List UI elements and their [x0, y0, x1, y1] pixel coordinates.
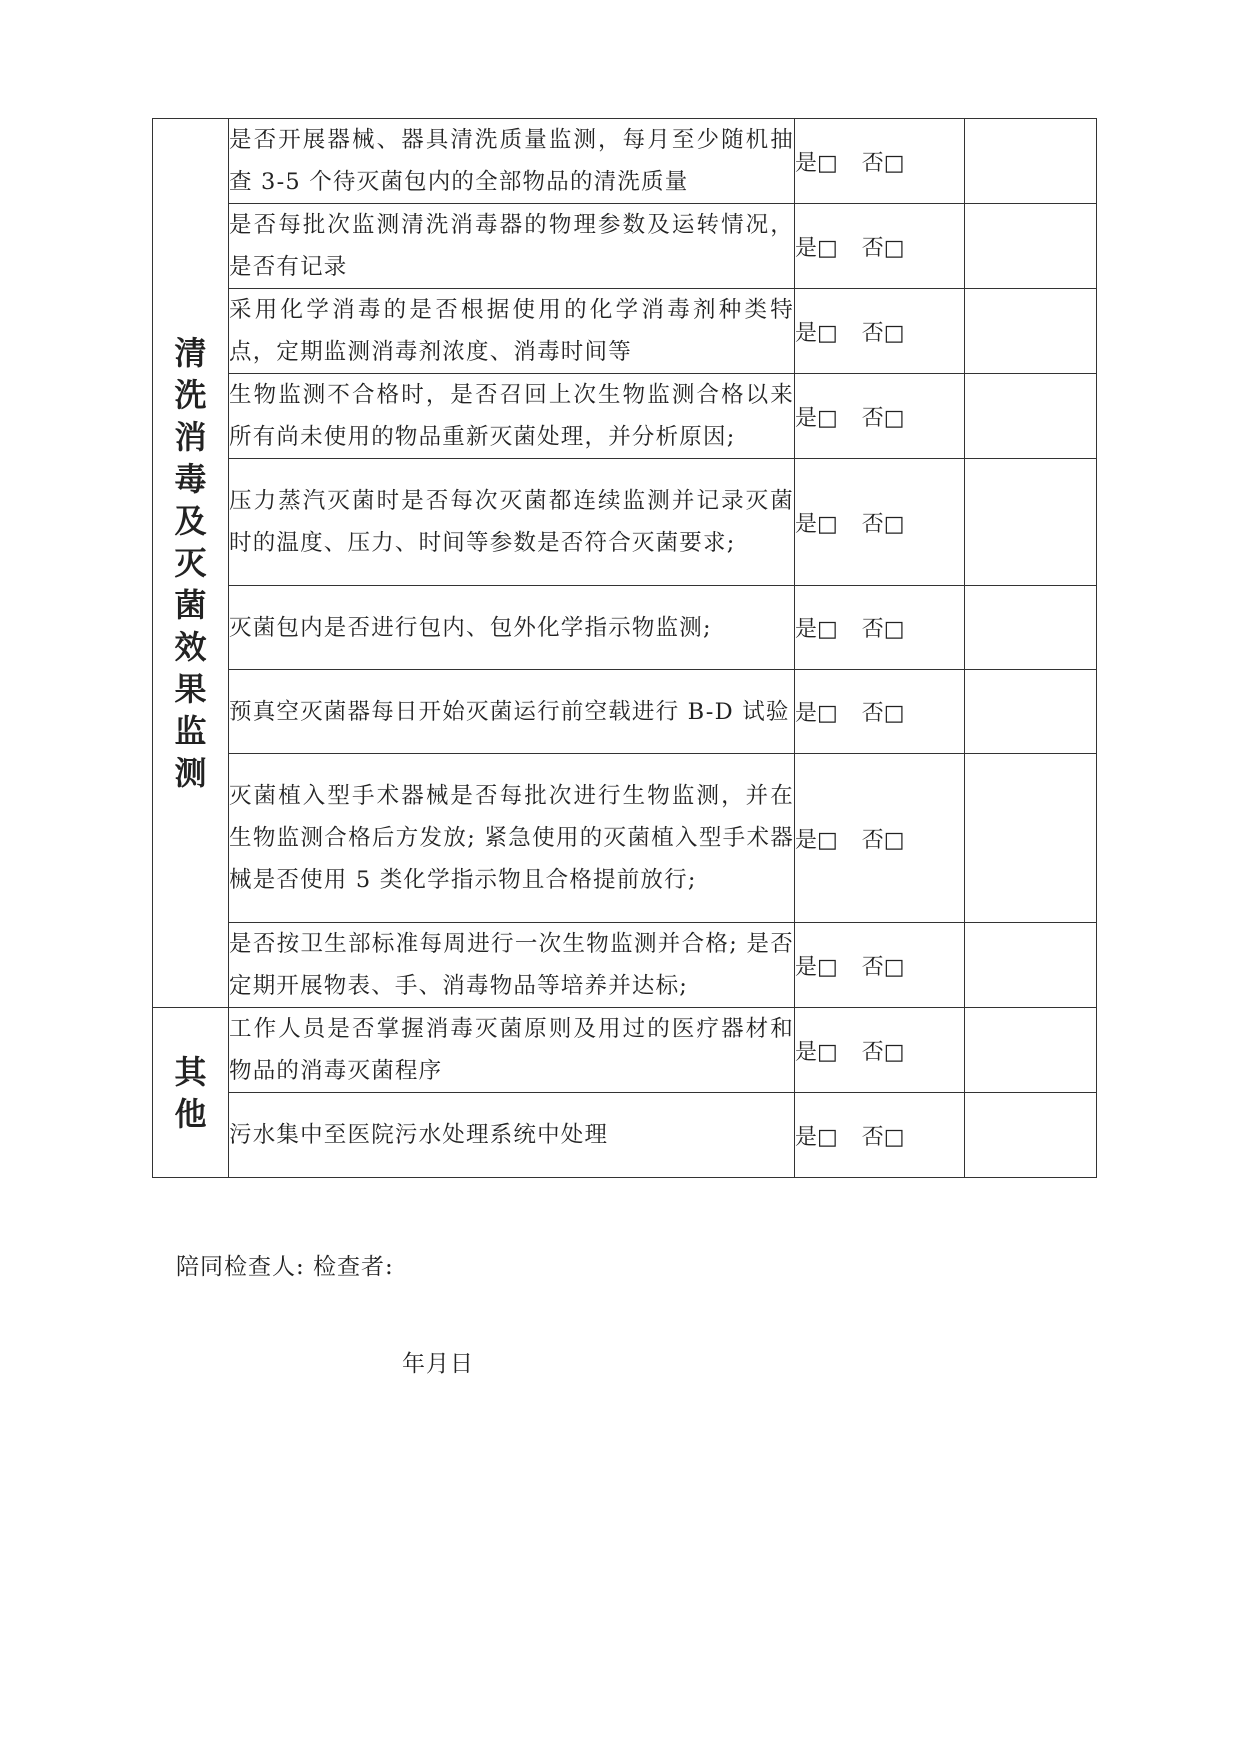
yes-checkbox[interactable]: 是□	[795, 150, 838, 176]
remarks-cell	[965, 670, 1097, 754]
no-checkbox[interactable]: 否□	[861, 617, 905, 642]
answer-cell	[795, 923, 965, 1008]
item-text: 是否每批次监测清洗消毒器的物理参数及运转情况，是否有记录	[229, 204, 795, 289]
answer-cell	[795, 754, 965, 923]
no-checkbox[interactable]: 否□	[861, 701, 905, 726]
checklist-table	[152, 118, 1097, 1178]
no-checkbox[interactable]: 否□	[861, 511, 905, 537]
answer-cell	[795, 119, 965, 204]
remarks-cell	[965, 923, 1097, 1008]
checklist-row	[153, 374, 1097, 459]
no-checkbox[interactable]: 否□	[861, 320, 905, 346]
remarks-cell	[965, 289, 1097, 374]
remarks-cell	[965, 459, 1097, 586]
item-text: 工作人员是否掌握消毒灭菌原则及用过的医疗器材和物品的消毒灭菌程序	[229, 1008, 795, 1093]
answer-cell	[795, 1093, 965, 1178]
item-text: 采用化学消毒的是否根据使用的化学消毒剂种类特点，定期监测消毒剂浓度、消毒时间等	[229, 289, 795, 374]
checklist-row	[153, 289, 1097, 374]
yes-checkbox[interactable]: 是□	[795, 954, 838, 980]
checklist-row	[153, 459, 1097, 586]
yes-checkbox[interactable]: 是□	[795, 1039, 838, 1065]
answer-cell	[795, 204, 965, 289]
answer-cell	[795, 1008, 965, 1093]
item-text: 预真空灭菌器每日开始灭菌运行前空载进行 B-D 试验	[229, 670, 795, 754]
checklist-row	[153, 119, 1097, 204]
no-checkbox[interactable]: 否□	[861, 1039, 905, 1065]
no-checkbox[interactable]: 否□	[861, 827, 905, 853]
checklist-row	[153, 586, 1097, 670]
no-checkbox[interactable]: 否□	[861, 1124, 905, 1150]
remarks-cell	[965, 1008, 1097, 1093]
yes-checkbox[interactable]: 是□	[795, 827, 838, 853]
item-text: 污水集中至医院污水处理系统中处理	[229, 1093, 795, 1178]
remarks-cell	[965, 586, 1097, 670]
no-checkbox[interactable]: 否□	[861, 235, 905, 261]
no-checkbox[interactable]: 否□	[861, 405, 905, 431]
answer-cell	[795, 374, 965, 459]
checklist-row	[153, 754, 1097, 923]
checklist-row	[153, 1008, 1097, 1093]
no-checkbox[interactable]: 否□	[861, 150, 905, 176]
item-text: 是否按卫生部标准每周进行一次生物监测并合格; 是否定期开展物表、手、消毒物品等培养并达标;	[229, 923, 795, 1008]
yes-checkbox[interactable]: 是□	[795, 617, 838, 642]
checklist-row	[153, 1093, 1097, 1178]
yes-checkbox[interactable]: 是□	[795, 320, 838, 346]
answer-cell	[795, 670, 965, 754]
remarks-cell	[965, 204, 1097, 289]
answer-cell	[795, 459, 965, 586]
item-text: 生物监测不合格时，是否召回上次生物监测合格以来所有尚未使用的物品重新灭菌处理，并分析原因;	[229, 374, 795, 459]
checklist-row	[153, 670, 1097, 754]
remarks-cell	[965, 119, 1097, 204]
item-text: 压力蒸汽灭菌时是否每次灭菌都连续监测并记录灭菌时的温度、压力、时间等参数是否符合灭菌要求;	[229, 459, 795, 586]
yes-checkbox[interactable]: 是□	[795, 405, 838, 431]
remarks-cell	[965, 1093, 1097, 1178]
remarks-cell	[965, 374, 1097, 459]
item-text: 灭菌植入型手术器械是否每批次进行生物监测，并在生物监测合格后方发放; 紧急使用的灭菌植入型手术器械是否使用 5 类化学指示物且合格提前放行;	[229, 754, 795, 923]
date-line: 年月日	[402, 1351, 474, 1377]
item-text: 灭菌包内是否进行包内、包外化学指示物监测;	[229, 586, 795, 670]
yes-checkbox[interactable]: 是□	[795, 1124, 838, 1150]
checklist-row	[153, 923, 1097, 1008]
checklist-row	[153, 204, 1097, 289]
no-checkbox[interactable]: 否□	[861, 954, 905, 980]
section-label-cleaning-sterilization: 清洗消毒及灭菌效果监测	[153, 119, 229, 1008]
yes-checkbox[interactable]: 是□	[795, 511, 838, 537]
yes-checkbox[interactable]: 是□	[795, 701, 838, 726]
item-text: 是否开展器械、器具清洗质量监测，每月至少随机抽查 3-5 个待灭菌包内的全部物品的清洗质量	[229, 119, 795, 204]
yes-checkbox[interactable]: 是□	[795, 235, 838, 261]
answer-cell	[795, 586, 965, 670]
answer-cell	[795, 289, 965, 374]
signature-line: 陪同检查人: 检查者:	[176, 1254, 394, 1280]
remarks-cell	[965, 754, 1097, 923]
section-label-other: 其他	[153, 1008, 229, 1178]
